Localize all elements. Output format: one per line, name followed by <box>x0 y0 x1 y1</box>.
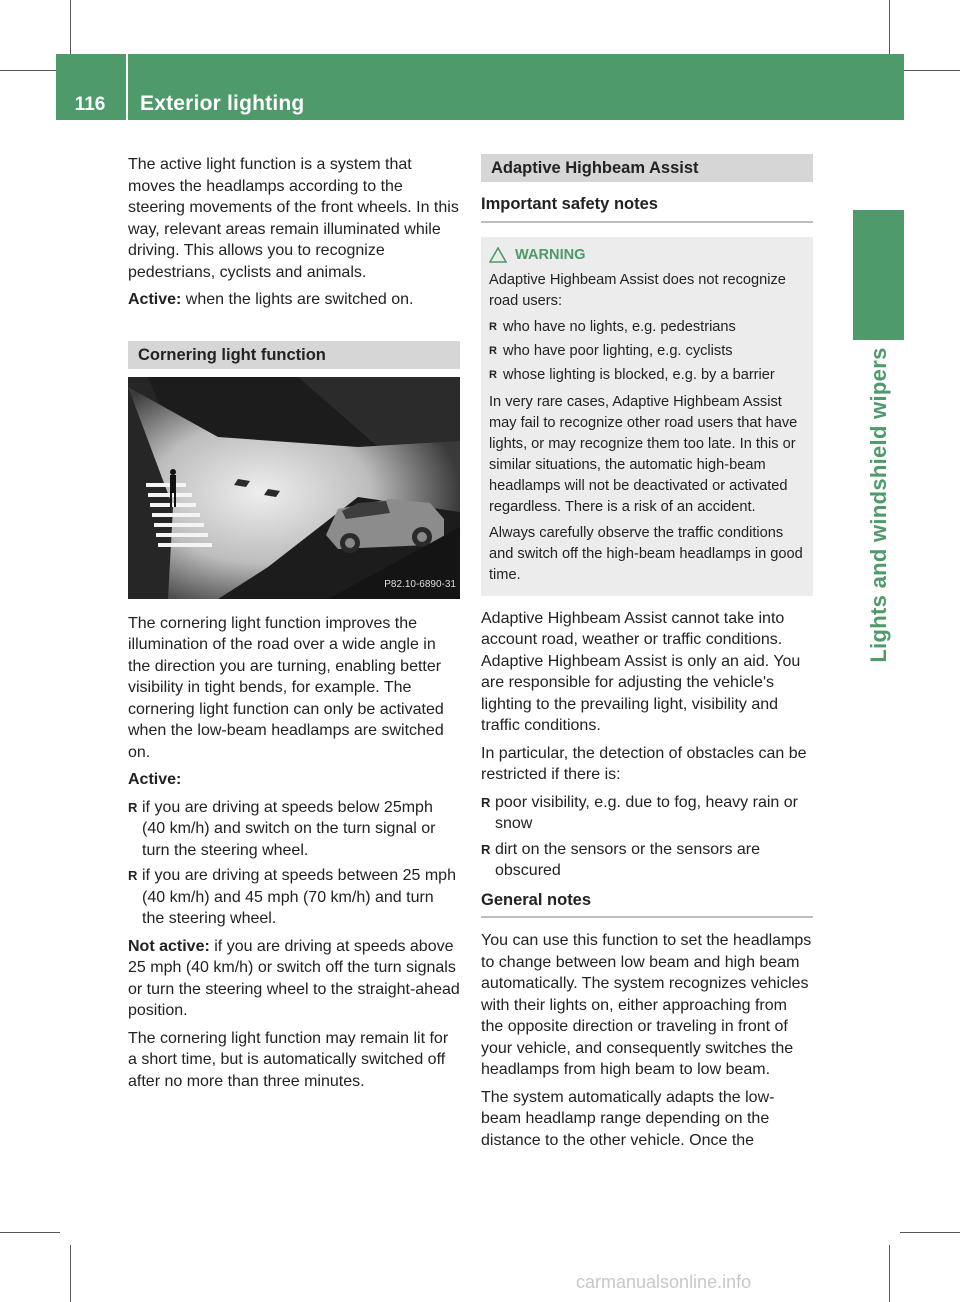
general-paragraph: The system automatically adapts the low-beam headlamp range depending on the distance to the other vehicle. Once the <box>481 1088 775 1149</box>
warning-header <box>489 245 805 266</box>
crop-mark <box>0 70 60 71</box>
cornering-heading: Cornering light function <box>128 341 460 369</box>
cornering-illustration <box>128 377 460 599</box>
page-number: 116 <box>74 94 106 115</box>
not-active-text: if you are driving at speeds above 25 mph (40 km/h) or switch off the turn signals or turn the steering wheel to the straight-ahead position. <box>128 937 460 1019</box>
adaptive-highbeam-heading: Adaptive Highbeam Assist <box>481 154 813 182</box>
chapter-label-text: Lights and windshield wipers <box>865 347 891 663</box>
intro-paragraph: The active light function is a system that moves the headlamps according to the steering movements of the front wheels. In this way, relevant areas remain illuminated while driving. This allows you to recognize pedestrians, cyclists and animals. <box>128 156 459 281</box>
active2-label: Active: <box>128 771 182 788</box>
watermark: carmanualsonline.info <box>576 1272 752 1292</box>
warning-lead: Adaptive Highbeam Assist does not recognize road users: <box>489 271 786 309</box>
crop-mark <box>889 1245 890 1302</box>
limitations-paragraph: Adaptive Highbeam Assist cannot take into account road, weather or traffic conditions. Adaptive Highbeam Assist is only an aid. You are responsible for adjusting the vehicle's lighting to the prevailing light, visibility and traffic conditions. <box>481 609 801 734</box>
warning-box <box>481 237 813 596</box>
figure-label: P82.10-6890-31 <box>384 579 456 590</box>
warning-bullets <box>489 317 805 386</box>
active-text: when the lights are switched on. <box>181 291 414 308</box>
crop-mark <box>889 0 890 60</box>
warning-paragraph: Always carefully observe the traffic conditions and switch off the high-beam headlamps in good time. <box>489 524 803 583</box>
general-paragraph: You can use this function to set the headlamps to change between low beam and high beam automatically. The system recognizes vehicles with their lights on, either approaching from the opposite direction or traveling in front of your vehicle, and consequently switches the headlamps from high beam to low beam. <box>481 932 812 1078</box>
not-active-paragraph <box>128 936 460 1022</box>
crop-mark <box>900 1232 960 1233</box>
remain-paragraph: The cornering light function may remain lit for a short time, but is automatically switched off after no more than three minutes. <box>128 1029 449 1090</box>
cornering-light-figure <box>128 377 460 599</box>
chapter-label <box>853 345 904 665</box>
list-item: R dirt on the sensors or the sensors are obscured <box>481 839 813 882</box>
active-bullets <box>128 797 460 930</box>
warning-triangle-icon <box>489 247 507 263</box>
general-notes-heading: General notes <box>481 890 813 919</box>
obstacle-bullets <box>481 792 813 882</box>
left-column <box>128 154 460 1098</box>
crop-mark <box>70 1245 71 1302</box>
list-item: R whose lighting is blocked, e.g. by a barrier <box>489 365 805 386</box>
page-title: Exterior lighting <box>140 92 305 115</box>
cornering-paragraph: The cornering light function improves the illumination of the road over a wide angle in the direction you are turning, enabling better visibility in tight bends, for example. The cornering light function can only be activated when the low-beam headlamps are switched on. <box>128 614 444 761</box>
warning-paragraph: In very rare cases, Adaptive Highbeam Assist may fail to recognize other road users that have lights, or may recognize them too late. In this or similar situations, the automatic high-beam headlamps will not be deactivated or activated regardless. There is a risk of an accident. <box>489 393 798 515</box>
active-label: Active: <box>128 291 182 308</box>
list-item: R if you are driving at speeds between 25 mph (40 km/h) and 45 mph (70 km/h) and turn the steering wheel. <box>128 865 460 930</box>
list-item: R poor visibility, e.g. due to fog, heavy rain or snow <box>481 792 813 835</box>
active-paragraph <box>128 289 460 311</box>
chapter-tab <box>853 210 904 340</box>
list-item: R who have no lights, e.g. pedestrians <box>489 317 805 338</box>
header-divider <box>126 54 128 120</box>
not-active-label: Not active: <box>128 937 210 955</box>
crop-mark <box>70 0 71 60</box>
crop-mark <box>0 1232 60 1233</box>
right-column <box>481 154 813 1157</box>
list-item: R who have poor lighting, e.g. cyclists <box>489 341 805 362</box>
safety-notes-heading: Important safety notes <box>481 194 813 223</box>
warning-title: WARNING <box>515 246 586 263</box>
obstacles-paragraph: In particular, the detection of obstacles can be restricted if there is: <box>481 744 807 783</box>
crop-mark <box>900 70 960 71</box>
list-item: R if you are driving at speeds below 25mph (40 km/h) and switch on the turn signal or turn the steering wheel. <box>128 797 460 862</box>
